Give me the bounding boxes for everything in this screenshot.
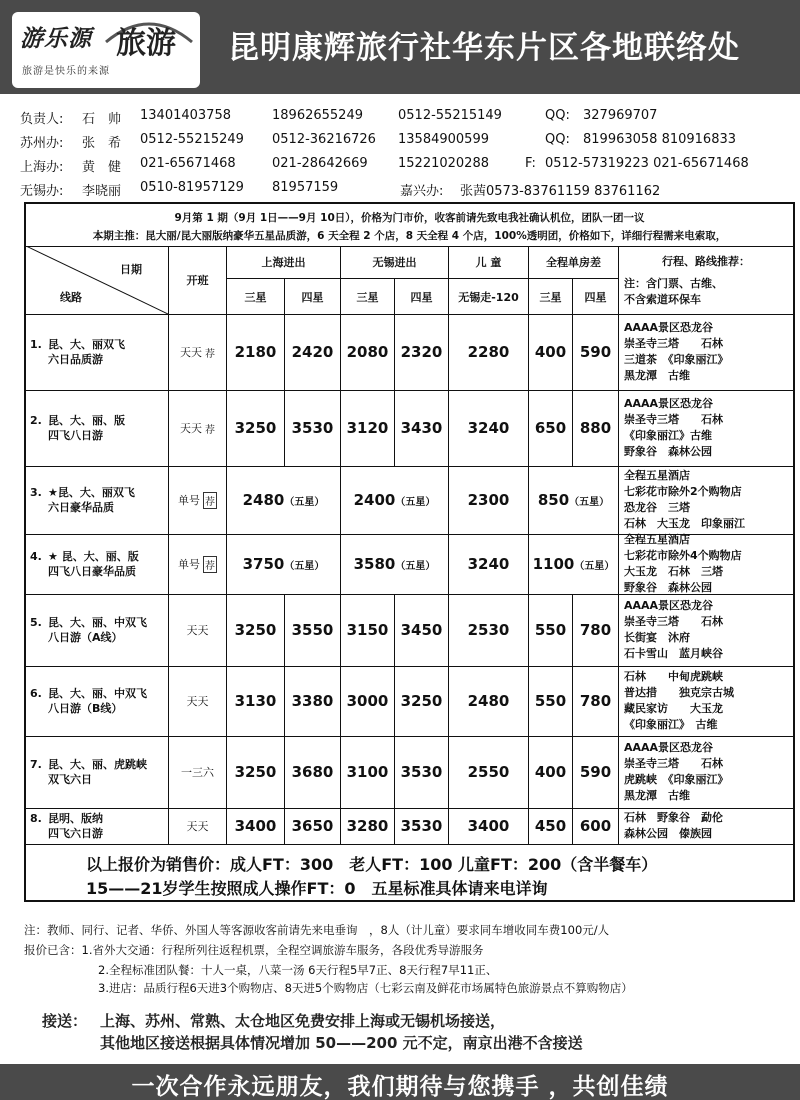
price-value: 3750 <box>242 555 285 573</box>
start-schedule <box>169 666 226 736</box>
price-cell: 3400 <box>467 817 510 835</box>
start-schedule <box>169 390 226 466</box>
col-header-wuxi: 无锡进出 <box>372 256 417 269</box>
contact-label: 嘉兴办: <box>400 184 444 199</box>
price-cell: 3130 <box>234 692 277 710</box>
contact-qq-label: QQ: <box>545 132 570 147</box>
page-title: 昆明康辉旅行社华东片区各地联络处 <box>228 30 740 66</box>
itinerary-highlights: AAAA景区恐龙谷 崇圣寺三塔 石林 长街宴 沐府 石卡雪山 蓝月峡谷 <box>624 599 723 660</box>
logo-main-text: 游乐源 <box>20 26 92 52</box>
price-cell: 450 <box>534 817 567 835</box>
itinerary-highlights: 全程五星酒店 七彩花市除外2个购物店 恐龙谷 三塔 石林 大玉龙 印象丽江 <box>624 469 745 530</box>
price-cell-five-star <box>341 466 448 534</box>
note-line-4: 3.进店：品质行程6天进3个购物店、8天进5个购物店（七彩云南及鲜花市场属特色旅游景点不算购物店） <box>98 981 633 995</box>
price-cell: 3000 <box>346 692 389 710</box>
start-days: 天天 <box>186 624 209 637</box>
route-name: 昆明、版纳 四飞六日游 <box>48 812 103 840</box>
price-cell-five-star <box>227 466 340 534</box>
five-star-tag: （五星） <box>574 560 615 572</box>
price-cell: 590 <box>579 343 612 361</box>
price-cell-five-star <box>449 466 528 534</box>
contact-phone: 18962655249 <box>272 108 363 123</box>
pickup-label: 接送： <box>42 1012 88 1030</box>
row-number: 5. <box>30 616 42 629</box>
price-cell: 3150 <box>346 621 389 639</box>
contact-phone: 0512-55215149 <box>398 108 502 123</box>
summary-line-2: 15——21岁学生按照成人操作FT：0 五星标准具体请来电详询 <box>86 879 548 898</box>
row-number: 6. <box>30 687 42 700</box>
row-number: 8. <box>30 812 42 825</box>
route-name: 昆、大、丽双飞 六日品质游 <box>48 338 125 366</box>
contact-qq-label: QQ: <box>545 108 570 123</box>
row-number: 2. <box>30 414 42 427</box>
summary-line-1: 以上报价为销售价：成人FT：300 老人FT：100 儿童FT：200（含半餐车） <box>86 855 658 874</box>
price-cell: 590 <box>579 763 612 781</box>
start-days: 单号 <box>178 558 200 571</box>
price-cell: 3250 <box>234 763 277 781</box>
price-cell: 600 <box>579 817 612 835</box>
contact-qq: 327969707 <box>583 108 658 123</box>
row-number: 3. <box>30 486 42 499</box>
itinerary-highlights: 石林 中甸虎跳峡 普达措 独克宗古城 藏民家访 大玉龙 《印象丽江》 古维 <box>624 670 734 731</box>
start-days: 一三六 <box>181 766 214 779</box>
contact-row <box>0 156 800 178</box>
itinerary-highlights: 全程五星酒店 七彩花市除外4个购物店 大玉龙 石林 三塔 野象谷 森林公园 <box>624 533 742 594</box>
start-days: 天天 <box>180 422 202 435</box>
price-cell: 3650 <box>291 817 334 835</box>
price-cell: 550 <box>534 692 567 710</box>
price-cell: 2280 <box>467 343 510 361</box>
contact-label: 上海办: <box>20 160 64 175</box>
start-schedule <box>169 736 226 808</box>
contact-phone: 13401403758 <box>140 108 231 123</box>
price-value: 2480 <box>242 491 285 509</box>
start-schedule <box>169 594 226 666</box>
contact-label: 苏州办: <box>20 136 64 151</box>
footer-banner <box>0 1064 800 1100</box>
price-cell: 780 <box>579 692 612 710</box>
recommend-badge: 荐 <box>203 492 217 509</box>
contact-phone: 0512-36216726 <box>272 132 376 147</box>
start-schedule <box>169 314 226 390</box>
col-header-route: 线路 <box>60 291 82 304</box>
pickup-line-1: 上海、苏州、常熟、太仓地区免费安排上海或无锡机场接送， <box>100 1012 506 1030</box>
note-line-3: 2.全程标准团队餐：十人一桌，八菜一汤 6天行程5早7正、8天行程7早11正、 <box>98 963 498 977</box>
price-cell: 2420 <box>291 343 334 361</box>
price-cell: 3530 <box>400 817 443 835</box>
route-name: 昆、大、丽、中双飞 八日游（B线） <box>48 687 147 715</box>
footer-slogan: 一次合作永远朋友，我们期待与您携手 ，共创佳绩 <box>131 1073 669 1100</box>
price-cell-five-star <box>529 534 618 594</box>
price-cell: 400 <box>534 343 567 361</box>
logo-brand-text: 旅游 <box>116 26 176 61</box>
contact-label: 无锡办: <box>20 184 64 199</box>
price-value: 850 <box>537 491 570 509</box>
price-cell: 3380 <box>291 692 334 710</box>
contact-phone: 021-28642669 <box>272 156 368 171</box>
price-cell: 2320 <box>400 343 443 361</box>
start-days: 单号 <box>178 494 200 507</box>
five-star-tag: （五星） <box>395 496 436 508</box>
five-star-tag: （五星） <box>395 560 436 572</box>
five-star-tag: （五星） <box>569 496 610 508</box>
sub-header-3star: 三星 <box>356 290 379 304</box>
itinerary-highlights: 石林 野象谷 勐伦 森林公园 傣族园 <box>624 811 723 840</box>
contact-extra: 张茜0573-83761159 83761162 <box>460 184 661 199</box>
start-days: 天天 <box>186 820 209 833</box>
contact-row <box>0 180 800 202</box>
price-cell: 2080 <box>346 343 389 361</box>
contact-row <box>0 132 800 154</box>
table-heading-promo: 本期主推：昆大丽/昆大丽版纳豪华五星品质游，6 天全程 2 个店，8 天全程 4 个店，100%透明团，价格如下，详细行程需来电索取， <box>92 230 727 242</box>
header-banner <box>0 0 800 94</box>
price-cell: 3430 <box>400 419 443 437</box>
contact-qq: 819963058 810916833 <box>583 132 737 147</box>
price-cell: 3120 <box>346 419 389 437</box>
route-name: 昆、大、丽、中双飞 八日游（A线） <box>48 616 147 644</box>
itinerary-highlights: AAAA景区恐龙谷 崇圣寺三塔 石林 虎跳峡 《印象丽江》 黑龙潭 古维 <box>624 741 729 802</box>
contact-phone: 0512-55215249 <box>140 132 244 147</box>
price-cell: 3250 <box>234 419 277 437</box>
price-value: 3240 <box>467 555 510 573</box>
itinerary-highlights: AAAA景区恐龙谷 崇圣寺三塔 石林 《印象丽江》古维 野象谷 森林公园 <box>624 397 723 458</box>
price-cell-five-star <box>449 534 528 594</box>
price-cell: 400 <box>534 763 567 781</box>
contact-name: 张 希 <box>82 136 122 151</box>
price-cell-five-star <box>529 466 618 534</box>
row-number: 4. <box>30 550 42 563</box>
route-name: ★ 昆、大、丽、版 四飞八日豪华品质 <box>48 550 139 578</box>
price-cell: 3280 <box>346 817 389 835</box>
sub-header-3star: 三星 <box>244 290 267 304</box>
five-star-tag: （五星） <box>284 560 325 572</box>
price-cell: 3400 <box>234 817 277 835</box>
contact-name: 李晓丽 <box>82 184 122 199</box>
contact-phone: 13584900599 <box>398 132 489 147</box>
start-schedule <box>169 808 226 844</box>
price-cell-five-star <box>341 534 448 594</box>
recommend-badge: 荐 <box>205 348 215 360</box>
price-cell: 2180 <box>234 343 277 361</box>
price-cell: 3450 <box>400 621 443 639</box>
start-days: 天天 <box>180 346 202 359</box>
col-header-shanghai: 上海进出 <box>261 256 306 269</box>
contact-name: 石 帅 <box>82 112 122 127</box>
row-number: 1. <box>30 338 42 351</box>
start-schedule <box>169 534 226 594</box>
sub-header-child-wuxi: 无锡走-120 <box>458 290 519 304</box>
price-value: 3580 <box>353 555 396 573</box>
price-cell: 3680 <box>291 763 334 781</box>
start-days: 天天 <box>186 695 209 708</box>
sub-header-4star: 四星 <box>301 290 324 304</box>
pickup-line-2: 其他地区接送根据具体情况增加 50——200 元不定，南京出港不含接送 <box>100 1034 583 1052</box>
contact-name: 黄 健 <box>82 160 122 175</box>
col-header-date: 日期 <box>120 263 142 276</box>
price-table <box>24 202 795 902</box>
price-value: 2300 <box>467 491 510 509</box>
route-name: 昆、大、丽、版 四飞八日游 <box>48 414 125 442</box>
price-cell: 650 <box>534 419 567 437</box>
price-cell: 780 <box>579 621 612 639</box>
contact-phone: 15221020288 <box>398 156 489 171</box>
price-cell: 3100 <box>346 763 389 781</box>
price-cell: 3530 <box>291 419 334 437</box>
contact-fax-label: F: <box>525 156 536 171</box>
col-header-start: 开班 <box>186 274 209 287</box>
start-schedule <box>169 466 226 534</box>
contact-phone: 81957159 <box>272 180 339 195</box>
recommend-badge: 荐 <box>203 556 217 573</box>
col-header-single-room: 全程单房差 <box>546 256 601 269</box>
route-name: 昆、大、丽、虎跳峡 双飞六日 <box>48 758 147 786</box>
sub-header-4star: 四星 <box>410 290 433 304</box>
recommend-badge: 荐 <box>205 424 215 436</box>
price-value: 2400 <box>353 491 396 509</box>
price-cell: 3250 <box>400 692 443 710</box>
logo-slogan: 旅游是快乐的来源 <box>22 66 110 77</box>
sub-header-4star: 四星 <box>584 290 607 304</box>
col-header-child: 儿 童 <box>475 256 502 269</box>
route-name: ★昆、大、丽双飞 六日豪华品质 <box>48 486 135 514</box>
itinerary-note: 注：含门票、古维、 不含索道环保车 <box>624 277 723 306</box>
col-header-itinerary: 行程、路线推荐： <box>662 255 750 268</box>
price-cell: 3550 <box>291 621 334 639</box>
logo <box>12 12 200 88</box>
table-heading-period: 9月第 1 期（9月 1日——9月 10日），价格为门市价，收客前请先致电我社确认机位，团队一团一议 <box>174 212 645 224</box>
five-star-tag: （五星） <box>284 496 325 508</box>
price-cell: 3250 <box>234 621 277 639</box>
price-cell: 2530 <box>467 621 510 639</box>
note-line-1: 注：教师、同行、记者、华侨、外国人等客源收客前请先来电垂询 ，8人（计儿童）要求同车增收同车费100元/人 <box>24 923 610 937</box>
price-cell: 3530 <box>400 763 443 781</box>
contact-fax: 0512-57319223 021-65671468 <box>545 156 749 171</box>
itinerary-highlights: AAAA景区恐龙谷 崇圣寺三塔 石林 三道茶 《印象丽江》 黑龙潭 古维 <box>624 321 729 382</box>
contact-row <box>0 108 800 130</box>
price-cell-five-star <box>227 534 340 594</box>
contact-phone: 021-65671468 <box>140 156 236 171</box>
price-cell: 3240 <box>467 419 510 437</box>
contact-phone: 0510-81957129 <box>140 180 244 195</box>
price-cell: 550 <box>534 621 567 639</box>
contact-label: 负责人: <box>20 112 64 127</box>
price-value: 1100 <box>532 555 575 573</box>
row-number: 7. <box>30 758 42 771</box>
note-line-2: 报价已含：1.省外大交通：行程所列往返程机票，全程空调旅游车服务，各段优秀导游服务 <box>24 943 484 957</box>
price-cell: 880 <box>579 419 612 437</box>
price-cell: 2480 <box>467 692 510 710</box>
price-cell: 2550 <box>467 763 510 781</box>
sub-header-3star: 三星 <box>539 290 562 304</box>
